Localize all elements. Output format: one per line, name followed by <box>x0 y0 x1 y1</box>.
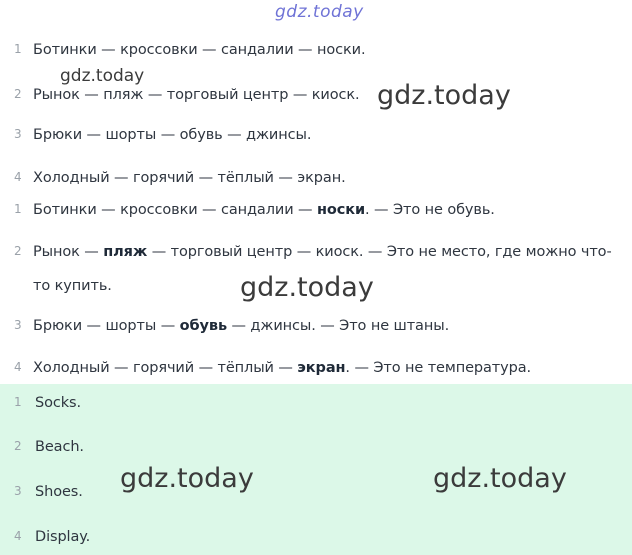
row-number: 3 <box>14 318 22 332</box>
row-text: Socks. <box>35 395 82 411</box>
row-number: 3 <box>14 127 22 141</box>
row-number: 1 <box>14 42 22 56</box>
row-number: 2 <box>14 439 22 453</box>
row-number: 4 <box>14 170 22 184</box>
odd-word: пляж <box>103 244 148 260</box>
odd-word: обувь <box>179 318 228 334</box>
row-text: Брюки — шорты — обувь — джинсы. <box>33 127 312 143</box>
row-text: Ботинки — кроссовки — сандалии — носки. — Это не обувь. <box>33 202 495 218</box>
watermark-top: gdz.today <box>275 2 364 22</box>
row-number: 1 <box>14 202 22 216</box>
watermark-big: gdz.today <box>240 272 374 303</box>
row-text: Брюки — шорты — обувь — джинсы. — Это не штаны. <box>33 318 450 334</box>
row-text: Холодный — горячий — тёплый — экран. <box>33 170 346 186</box>
odd-word: экран <box>297 360 346 376</box>
watermark-big: gdz.today <box>120 463 254 494</box>
row-number: 4 <box>14 529 22 543</box>
row-text-continuation: то купить. <box>33 278 112 294</box>
row-number: 2 <box>14 87 22 101</box>
watermark-big: gdz.today <box>433 463 567 494</box>
row-number: 2 <box>14 244 22 258</box>
row-number: 1 <box>14 395 22 409</box>
watermark-big: gdz.today <box>377 80 511 111</box>
row-text: Холодный — горячий — тёплый — экран. — Это не температура. <box>33 360 532 376</box>
watermark-small: gdz.today <box>60 66 145 86</box>
row-text: Рынок — пляж — торговый центр — киоск. — Это не место, где можно что- <box>33 244 612 260</box>
row-text: Рынок — пляж — торговый центр — киоск. <box>33 87 360 103</box>
row-text: Beach. <box>35 439 84 455</box>
row-text: Display. <box>35 529 91 545</box>
row-number: 4 <box>14 360 22 374</box>
row-text: Ботинки — кроссовки — сандалии — носки. <box>33 42 366 58</box>
row-number: 3 <box>14 484 22 498</box>
odd-word: носки <box>316 202 366 218</box>
row-text: Shoes. <box>35 484 83 500</box>
